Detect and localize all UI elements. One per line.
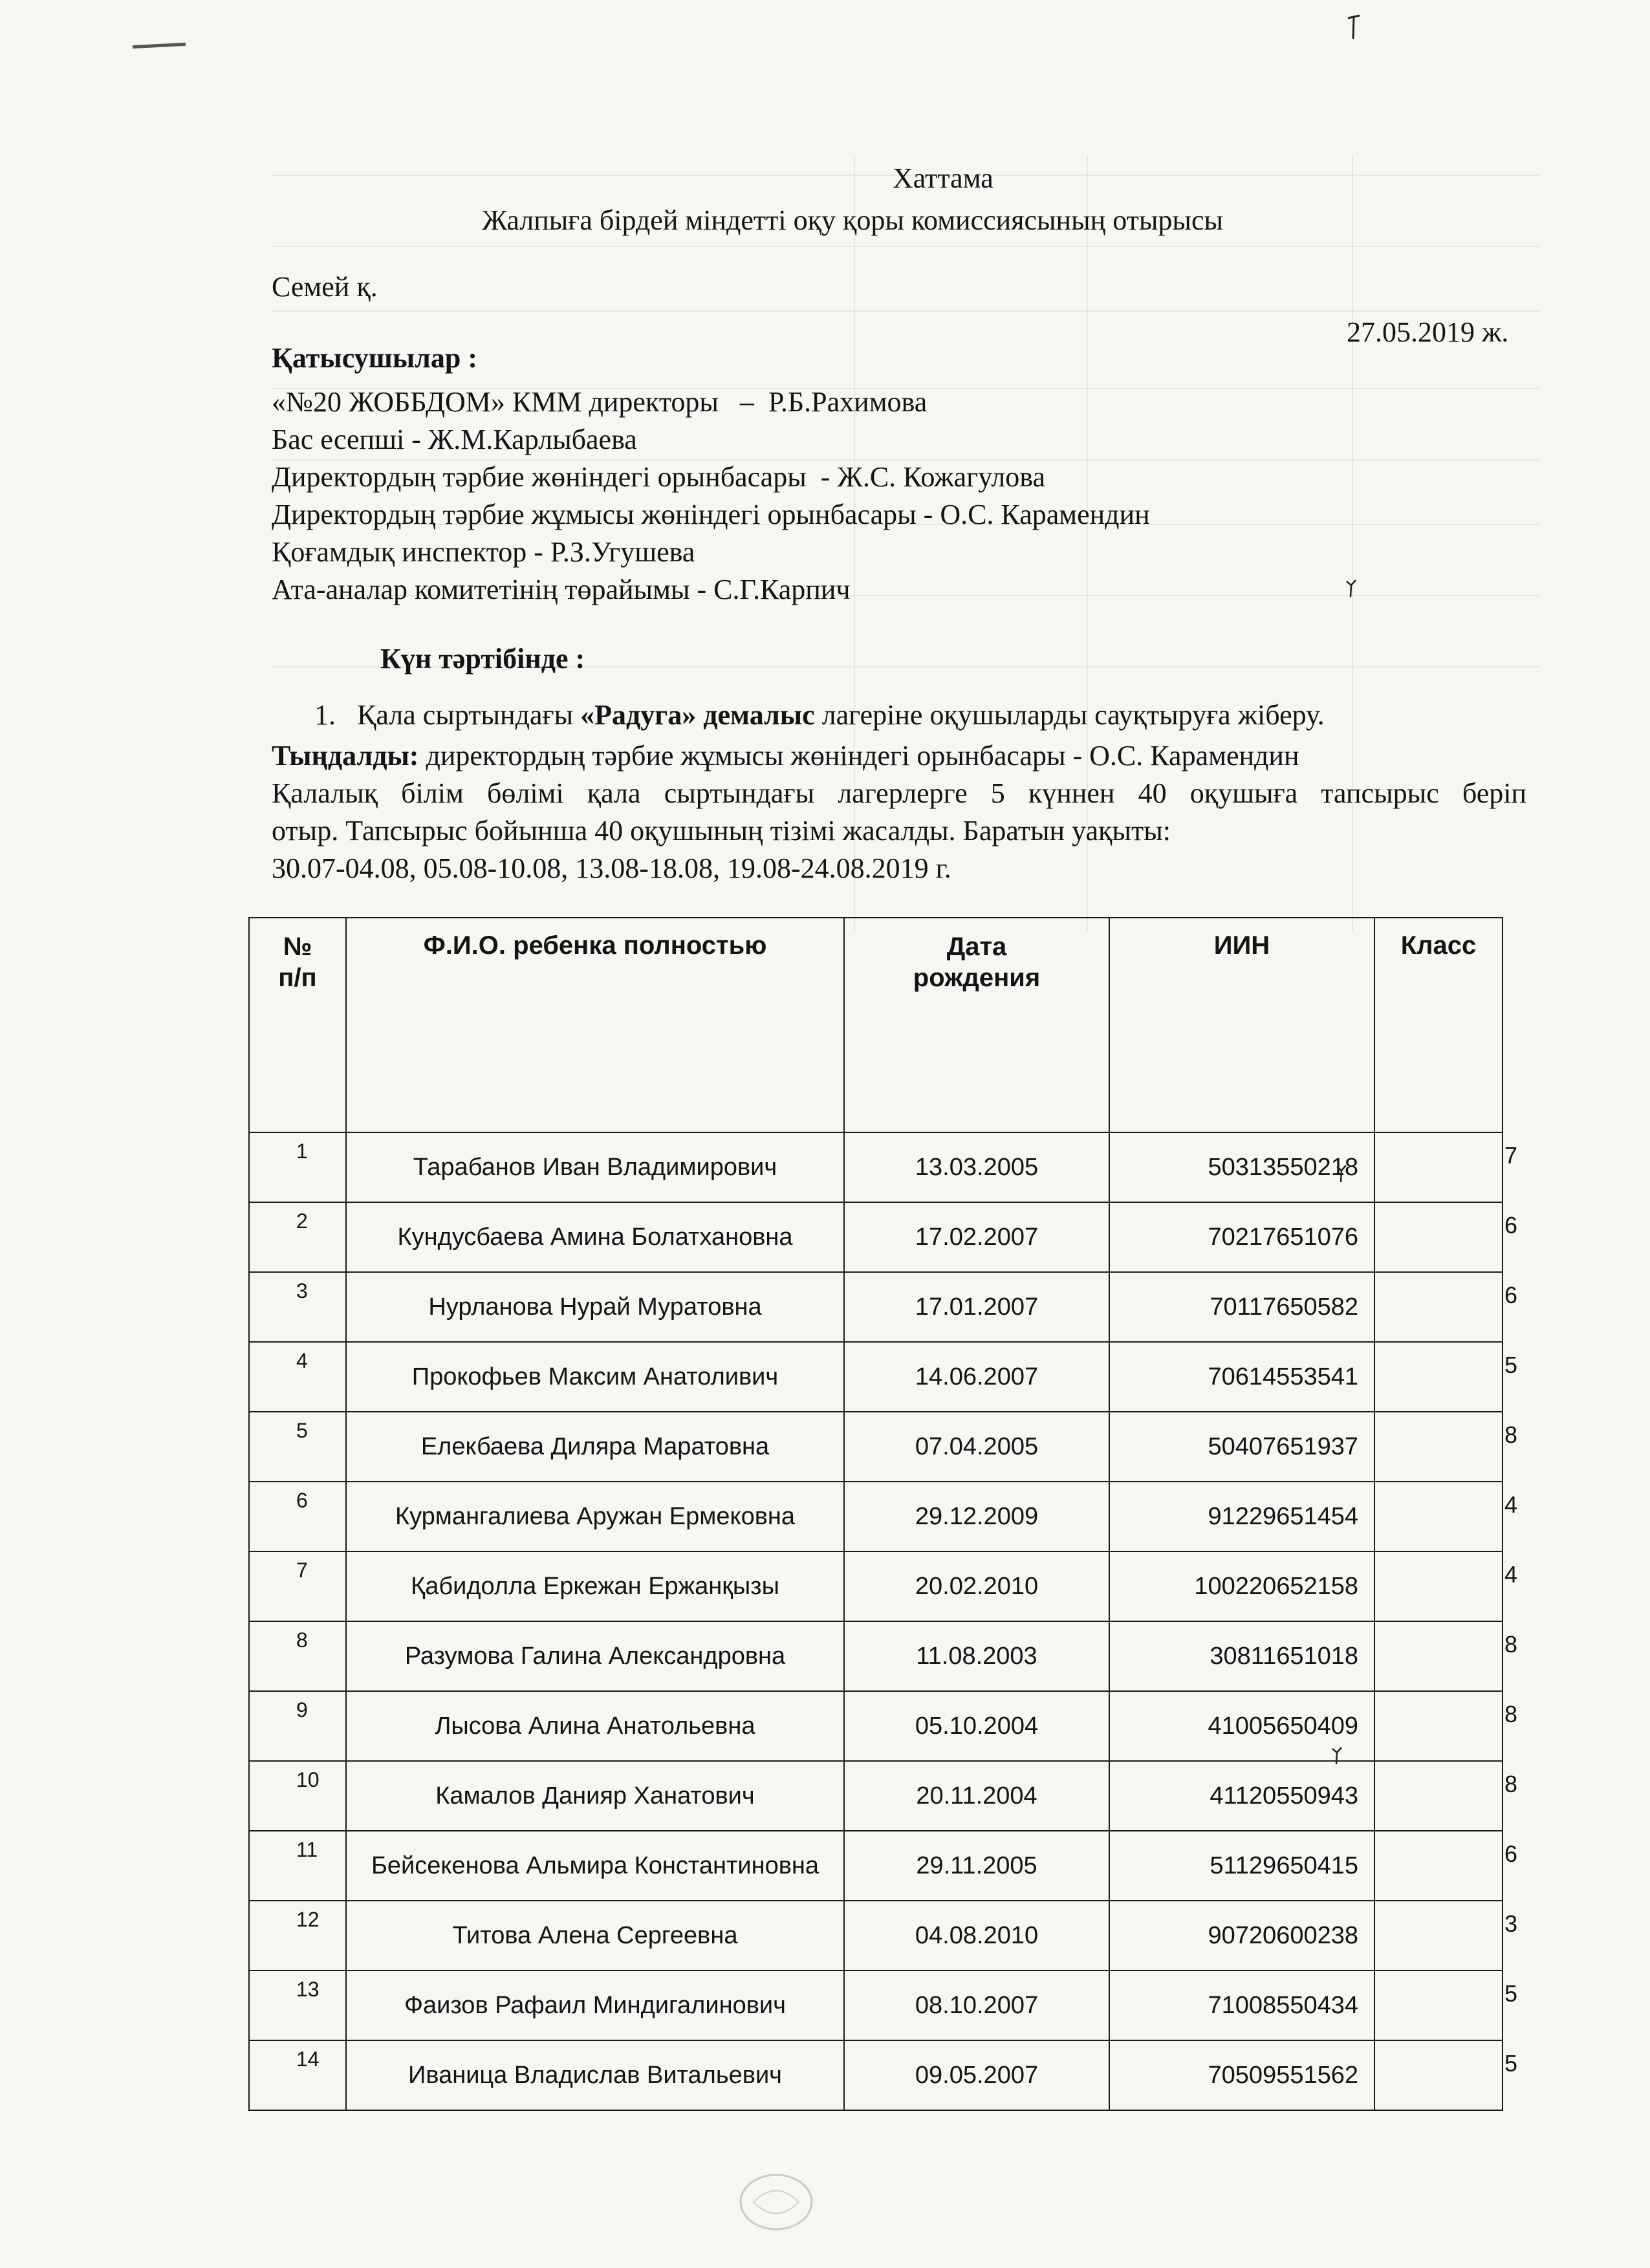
- cell-num: 7: [296, 1559, 308, 1582]
- document-title: Хаттама: [893, 162, 993, 194]
- cell-class: 6: [1504, 1282, 1518, 1308]
- listened-line-4: 30.07-04.08, 05.08-10.08, 13.08-18.08, 19.08-24.08.2019 г.: [272, 852, 951, 884]
- header-class: Класс: [1374, 918, 1503, 1132]
- cell-dob: 11.08.2003: [916, 1642, 1037, 1670]
- agenda-item: [314, 698, 1325, 731]
- agenda-heading: Күн тәртібінде :: [380, 643, 585, 675]
- cell-dob: 17.01.2007: [915, 1293, 1039, 1321]
- cell-num: 14: [296, 2047, 320, 2071]
- document-subtitle: Жалпыға бірдей міндетті оқу қоры комиссиясының отырысы: [482, 204, 1224, 236]
- cell-class: 5: [1504, 1980, 1518, 2007]
- table-row: [249, 1901, 1503, 1971]
- participants-list: [272, 383, 1150, 609]
- cell-class: 6: [1504, 1212, 1518, 1238]
- agenda-item-number: 1.: [314, 699, 336, 731]
- cell-name: Бейсекенова Альмира Константиновна: [371, 1852, 820, 1879]
- cell-num: 6: [296, 1489, 308, 1512]
- scan-corner-mark: [1347, 14, 1361, 40]
- listened-label: Тыңдалды:: [272, 740, 419, 772]
- header-name: Ф.И.О. ребенка полностью: [346, 918, 844, 1132]
- agenda-item-bold: «Радуга» демалыс: [580, 699, 815, 731]
- cell-iin: 41120550943: [1210, 1782, 1358, 1809]
- participant-item: Бас есепші - Ж.М.Карлыбаева: [272, 424, 637, 455]
- participant-item: «№20 ЖОББДОМ» КММ директоры – Р.Б.Рахимова: [272, 386, 928, 418]
- cell-dob: 17.02.2007: [915, 1223, 1039, 1251]
- cell-dob: 29.12.2009: [915, 1502, 1039, 1530]
- cell-name: Лысова Алина Анатольевна: [435, 1712, 755, 1740]
- cell-dob: 29.11.2005: [916, 1852, 1037, 1879]
- cell-num: 13: [296, 1978, 320, 2001]
- cell-dob: 05.10.2004: [915, 1712, 1039, 1740]
- cell-iin: 90720600238: [1208, 1921, 1358, 1949]
- cell-name: Фаизов Рафаил Миндигалинович: [404, 1992, 786, 2019]
- table-row: [249, 1132, 1503, 1202]
- participants-heading: Қатысушылар :: [272, 342, 477, 374]
- cell-name: Камалов Данияр Ханатович: [435, 1782, 755, 1809]
- table-row: [249, 1761, 1503, 1831]
- cell-iin: 71008550434: [1208, 1991, 1358, 2019]
- cell-num: 1: [296, 1139, 308, 1163]
- cell-num: 10: [296, 1768, 320, 1791]
- cell-name: Елекбаева Диляра Маратовна: [420, 1433, 770, 1460]
- cell-num: 2: [296, 1209, 308, 1233]
- cell-iin: 91229651454: [1208, 1502, 1358, 1530]
- cell-dob: 04.08.2010: [915, 1921, 1039, 1949]
- agenda-item-text: Қала сыртындағы: [357, 699, 581, 731]
- handwritten-tick-icon: [1336, 1164, 1347, 1183]
- table-row: [249, 1691, 1503, 1761]
- cell-dob: 20.11.2004: [916, 1782, 1037, 1809]
- cell-name: Иваница Владислав Витальевич: [408, 2062, 782, 2089]
- listened-line-3: отыр. Тапсырыс бойынша 40 оқушының тізімі жасалды. Баратын уақыты:: [272, 815, 1171, 847]
- cell-num: 4: [296, 1349, 308, 1372]
- cell-num: 8: [296, 1628, 308, 1652]
- cell-dob: 09.05.2007: [915, 2061, 1039, 2089]
- cell-num: 12: [296, 1908, 320, 1931]
- children-table: [248, 917, 1518, 2111]
- cell-class: 4: [1504, 1491, 1518, 1518]
- cell-iin: 70217651076: [1208, 1223, 1358, 1251]
- cell-iin: 70509551562: [1208, 2061, 1358, 2089]
- cell-class: 6: [1504, 1841, 1518, 1867]
- cell-num: 11: [296, 1838, 318, 1861]
- table-row: [249, 2040, 1503, 2110]
- document-city: Семей қ.: [272, 271, 378, 303]
- cell-iin: 30811651018: [1210, 1642, 1358, 1670]
- cell-iin: 51129650415: [1210, 1852, 1358, 1879]
- cell-class: 8: [1504, 1701, 1518, 1727]
- header-num: № п/п: [249, 918, 346, 1132]
- table-row: [249, 1482, 1503, 1551]
- cell-class: 3: [1504, 1910, 1518, 1937]
- cell-name: Титова Алена Сергеевна: [452, 1922, 738, 1949]
- cell-num: 5: [296, 1419, 308, 1442]
- listened-paragraph: [272, 737, 1526, 887]
- cell-iin: 50407651937: [1208, 1432, 1358, 1460]
- faded-stamp-icon: [731, 2166, 821, 2238]
- cell-iin: 70614553541: [1208, 1363, 1358, 1390]
- cell-name: Нурланова Нурай Муратовна: [428, 1293, 762, 1321]
- cell-name: Кундусбаева Амина Болатхановна: [397, 1224, 793, 1251]
- table-row: [249, 1971, 1503, 2040]
- cell-dob: 08.10.2007: [915, 1991, 1039, 2019]
- cell-class: 5: [1504, 2050, 1518, 2077]
- listened-line-1: директордың тәрбие жұмысы жөніндегі орынбасары - О.С. Карамендин: [418, 740, 1299, 772]
- cell-class: 8: [1504, 1421, 1518, 1448]
- cell-dob: 13.03.2005: [915, 1153, 1039, 1181]
- table-row: [249, 1202, 1503, 1272]
- cell-iin: 70117650582: [1210, 1293, 1358, 1321]
- participant-item: Қоғамдық инспектор - Р.З.Угушева: [272, 536, 695, 568]
- table-row: [249, 1412, 1503, 1482]
- cell-name: Тарабанов Иван Владимирович: [413, 1154, 777, 1181]
- document-date: 27.05.2019 ж.: [1347, 316, 1509, 348]
- handwritten-tick-icon: [1345, 579, 1357, 598]
- table-row: [249, 1342, 1503, 1412]
- cell-name: Курмангалиева Аружан Ермековна: [395, 1503, 796, 1530]
- cell-num: 3: [296, 1279, 308, 1302]
- cell-class: 5: [1504, 1352, 1518, 1378]
- listened-line-2: Қалалық білім бөлімі қала сыртындағы лагерлерге 5 күннен 40 оқушыға тапсырыс беріп: [272, 777, 1526, 809]
- cell-name: Разумова Галина Александровна: [404, 1643, 786, 1670]
- cell-iin: 100220652158: [1194, 1572, 1358, 1600]
- cell-dob: 07.04.2005: [915, 1432, 1039, 1460]
- handwritten-tick-icon: [1331, 1746, 1343, 1766]
- cell-dob: 14.06.2007: [915, 1363, 1039, 1390]
- header-dob: Дата рождения: [844, 918, 1109, 1132]
- cell-name: Прокофьев Максим Анатоливич: [411, 1363, 779, 1390]
- cell-dob: 20.02.2010: [915, 1572, 1039, 1600]
- cell-class: 7: [1504, 1142, 1518, 1169]
- cell-class: 8: [1504, 1771, 1518, 1797]
- cell-iin: 50313550218: [1208, 1153, 1358, 1181]
- header-iin: ИИН: [1109, 918, 1374, 1132]
- participant-item: Директордың тәрбие жұмысы жөніндегі орынбасары - О.С. Карамендин: [272, 499, 1150, 530]
- table-row: [249, 1831, 1503, 1901]
- table-row: [249, 1551, 1503, 1621]
- agenda-item-text-end: лагеріне оқушыларды сауқтыруға жіберу.: [814, 699, 1325, 731]
- cell-class: 4: [1504, 1561, 1518, 1588]
- cell-num: 9: [296, 1698, 308, 1722]
- scan-pen-mark: [133, 43, 186, 49]
- cell-class: 8: [1504, 1631, 1518, 1658]
- table-header-row: [249, 918, 1503, 1132]
- cell-iin: 41005650409: [1208, 1712, 1358, 1740]
- participant-item: Директордың тәрбие жөніндегі орынбасары - Ж.С. Кожагулова: [272, 461, 1045, 493]
- cell-name: Қабидолла Еркежан Ержанқызы: [411, 1573, 779, 1600]
- table-row: [249, 1621, 1503, 1691]
- table-row: [249, 1272, 1503, 1342]
- participant-item: Ата-аналар комитетінің төрайымы - С.Г.Карпич: [272, 574, 851, 605]
